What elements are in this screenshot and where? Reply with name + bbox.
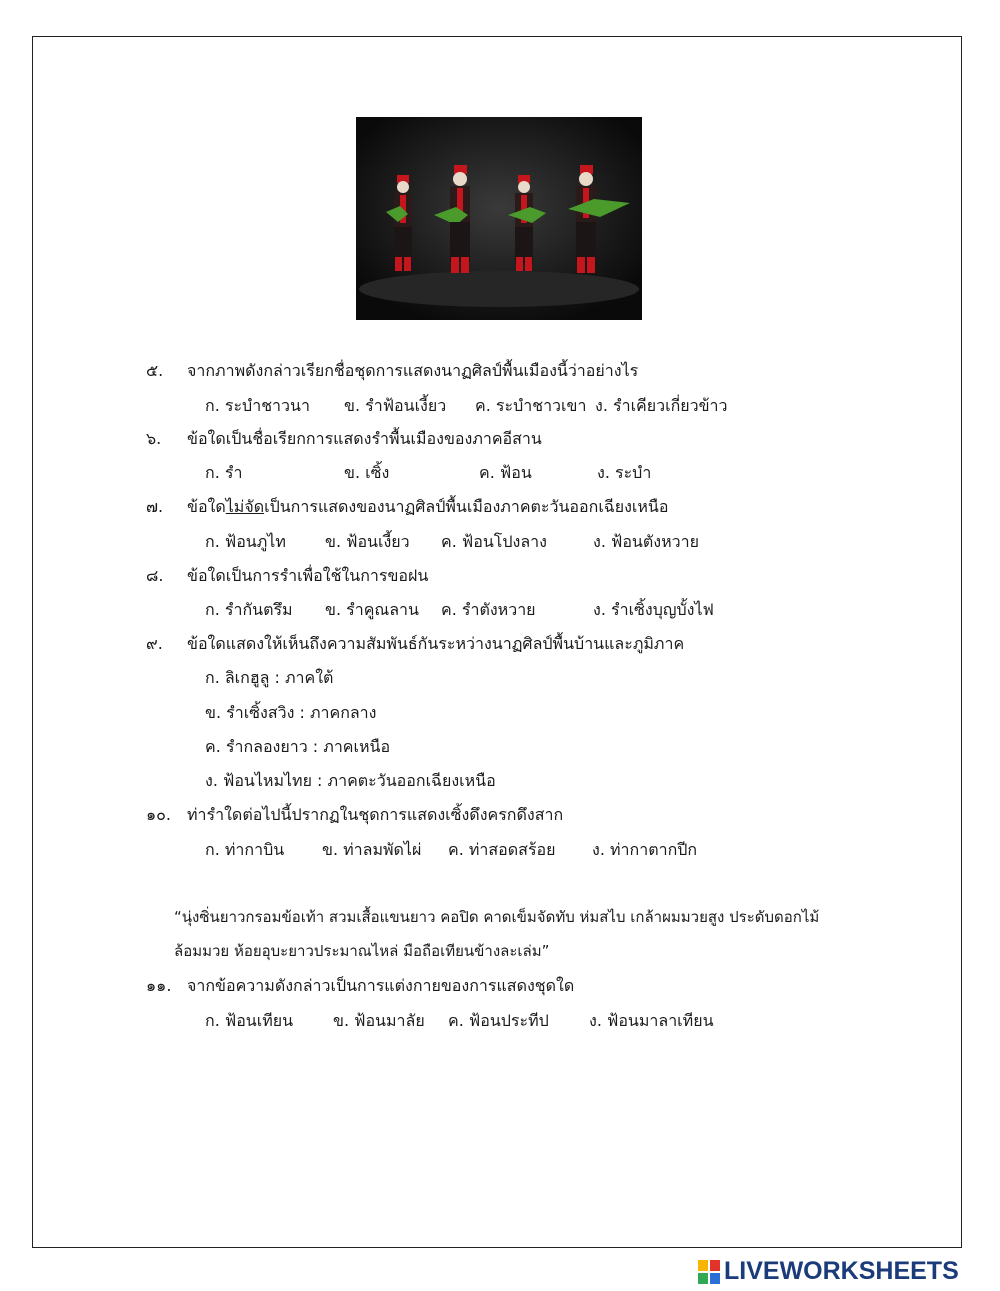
question-number: ๙. <box>146 634 163 653</box>
option-b[interactable]: ข. ท่าลมพัดไผ่ <box>322 840 422 859</box>
question-6 <box>0 428 1000 450</box>
question-5 <box>0 360 1000 382</box>
question-8 <box>0 565 1000 587</box>
question-number: ๑๑. <box>146 976 172 995</box>
question-text: ข้อใดเป็นการรำเพื่อใช้ในการขอฝน <box>187 566 429 585</box>
question-11 <box>0 975 1000 997</box>
question-9-option-c-row <box>0 736 1000 758</box>
question-text: จากภาพดังกล่าวเรียกชื่อชุดการแสดงนาฏศิลป์พื้นเมืองนี้ว่าอย่างไร <box>187 361 639 380</box>
question-5-options <box>0 395 1000 417</box>
option-b[interactable]: ข. เซิ้ง <box>344 463 390 482</box>
quote-text: “นุ่งซิ่นยาวกรอมข้อเท้า สวมเสื้อแขนยาว คอปิด คาดเข็มจัดทับ ห่มสไบ เกล้าผมมวยสูง ประดับดอกไม้ <box>174 908 820 926</box>
option-b[interactable]: ข. ฟ้อนมาลัย <box>333 1011 425 1030</box>
option-c[interactable]: ค. ฟ้อนประทีป <box>448 1011 549 1030</box>
question-text: จากข้อความดังกล่าวเป็นการแต่งกายของการแสดงชุดใด <box>187 976 575 995</box>
question-10 <box>0 804 1000 826</box>
question-text: ข้อใดไม่จัดเป็นการแสดงของนาฏศิลป์พื้นเมืองภาคตะวันออกเฉียงเหนือ <box>187 497 669 516</box>
question-number: ๑๐. <box>146 805 172 824</box>
option-b[interactable]: ข. รำคูณลาน <box>325 600 419 619</box>
option-b[interactable]: ข. รำเซิ้งสวิง : ภาคกลาง <box>205 703 377 722</box>
logo-text: LIVEWORKSHEETS <box>724 1257 959 1285</box>
option-d[interactable]: ง. รำเคียวเกี่ยวข้าว <box>595 396 728 415</box>
option-c[interactable]: ค. ฟ้อนโปงลาง <box>441 532 547 551</box>
option-c[interactable]: ค. ท่าสอดสร้อย <box>448 840 556 859</box>
question-9-option-d-row <box>0 770 1000 792</box>
option-a[interactable]: ก. รำ <box>205 463 243 482</box>
question-9-option-a-row <box>0 667 1000 689</box>
question-number: ๘. <box>146 566 164 585</box>
question-11-options <box>0 1010 1000 1032</box>
option-c[interactable]: ค. รำกลองยาว : ภาคเหนือ <box>205 737 391 756</box>
question-text: ข้อใดเป็นชื่อเรียกการแสดงรำพื้นเมืองของภาคอีสาน <box>187 429 542 448</box>
question-9 <box>0 633 1000 655</box>
option-a[interactable]: ก. ฟ้อนเทียน <box>205 1011 294 1030</box>
option-b[interactable]: ข. ฟ้อนเงี้ยว <box>325 532 410 551</box>
question-7 <box>0 496 1000 518</box>
option-b[interactable]: ข. รำฟ้อนเงี้ยว <box>344 396 447 415</box>
question-number: ๗. <box>146 497 164 516</box>
option-d[interactable]: ง. ระบำ <box>597 463 652 482</box>
question-text: ข้อใดแสดงให้เห็นถึงความสัมพันธ์กันระหว่างนาฏศิลป์พื้นบ้านและภูมิภาค <box>187 634 685 653</box>
option-d[interactable]: ง. รำเซิ้งบุญบั้งไฟ <box>593 600 714 619</box>
question-10-options <box>0 839 1000 861</box>
question-text: ท่ารำใดต่อไปนี้ปรากฏในชุดการแสดงเซิ้งดึงครกดึงสาก <box>187 805 564 824</box>
option-d[interactable]: ง. ฟ้อนตังหวาย <box>593 532 699 551</box>
question-number: ๖. <box>146 429 162 448</box>
question-8-options <box>0 599 1000 621</box>
option-c[interactable]: ค. รำตังหวาย <box>441 600 536 619</box>
question-9-option-b-row <box>0 702 1000 724</box>
option-c[interactable]: ค. ระบำชาวเขา <box>475 396 587 415</box>
liveworksheets-logo[interactable] <box>698 1256 994 1286</box>
question-number: ๕. <box>146 361 164 380</box>
option-d[interactable]: ง. ท่ากาตากปีก <box>592 840 698 859</box>
option-a[interactable]: ก. รำกันตรึม <box>205 600 293 619</box>
option-d[interactable]: ง. ฟ้อนมาลาเทียน <box>589 1011 714 1030</box>
option-a[interactable]: ก. ลิเกฮูลู : ภาคใต้ <box>205 668 334 687</box>
quote-text: ล้อมมวย ห้อยอุบะยาวประมาณไหล่ มือถือเทียนข้างละเล่ม” <box>174 942 550 960</box>
logo-icon <box>698 1260 720 1284</box>
option-a[interactable]: ก. ระบำชาวนา <box>205 396 310 415</box>
option-d[interactable]: ง. ฟ้อนไหมไทย : ภาคตะวันออกเฉียงเหนือ <box>205 771 496 790</box>
option-a[interactable]: ก. ท่ากาบิน <box>205 840 285 859</box>
question-7-options <box>0 531 1000 553</box>
question-6-options <box>0 462 1000 484</box>
quote-line-1 <box>0 906 1000 928</box>
underlined-word: ไม่จัด <box>225 497 265 516</box>
option-c[interactable]: ค. ฟ้อน <box>479 463 532 482</box>
quote-line-2 <box>0 940 1000 962</box>
dance-photo <box>356 117 642 320</box>
option-a[interactable]: ก. ฟ้อนภูไท <box>205 532 286 551</box>
